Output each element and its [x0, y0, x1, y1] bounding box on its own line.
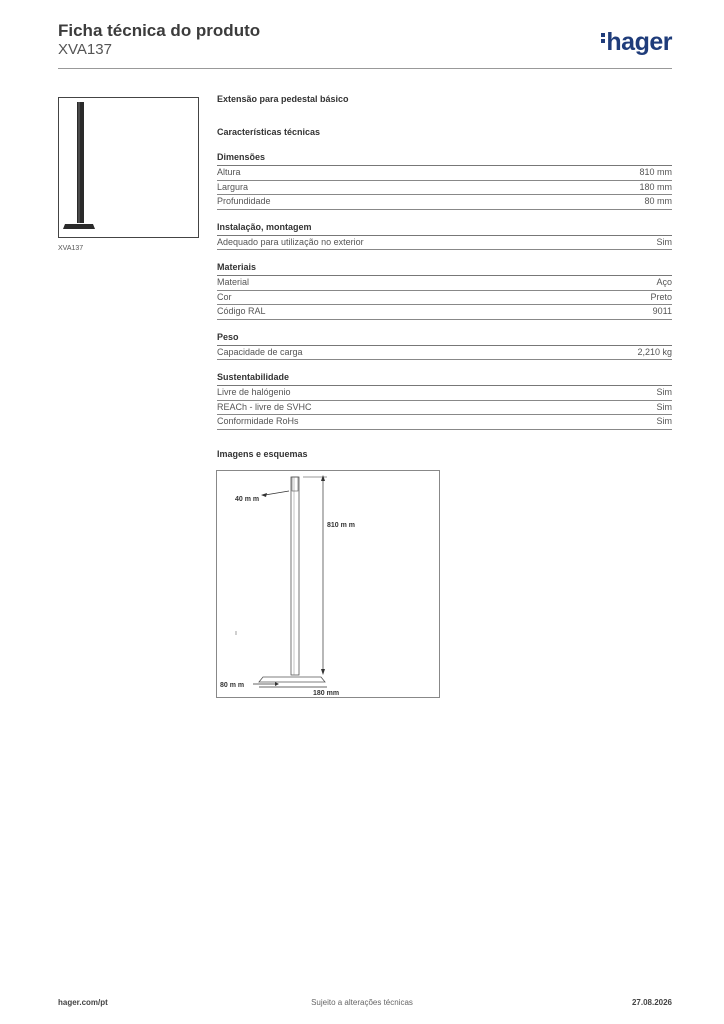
spec-value: 810 mm: [639, 167, 672, 177]
spec-group: [217, 152, 672, 210]
header-divider: [58, 68, 672, 69]
dim-width: 180 mm: [313, 690, 340, 697]
brand-logo: [601, 28, 672, 57]
spec-label: Profundidade: [217, 196, 271, 206]
spec-row: [217, 181, 672, 196]
spec-label: Código RAL: [217, 306, 266, 316]
spec-group: [217, 222, 672, 251]
logo-dot-icon: [601, 33, 605, 37]
spec-group: [217, 262, 672, 320]
dimension-drawing: [217, 471, 439, 697]
spec-label: Adequado para utilização no exterior: [217, 236, 364, 247]
logo-dot-icon: [601, 39, 605, 43]
footer-date: 27.08.2026: [631, 998, 672, 1007]
spec-row: [217, 305, 672, 320]
spec-group-title: Sustentabilidade: [217, 372, 672, 386]
spec-label: Altura: [217, 167, 241, 177]
thumbnail-caption: XVA137: [58, 245, 84, 252]
dim-top-width: 40 m m: [235, 496, 260, 503]
dim-depth: 80 m m: [220, 682, 245, 689]
spec-label: Livre de halógenio: [217, 387, 291, 397]
spec-group-title: Peso: [217, 332, 672, 346]
spec-value: Sim: [656, 416, 672, 426]
spec-row: [217, 166, 672, 181]
spec-group: [217, 372, 672, 430]
spec-label: Material: [217, 277, 250, 287]
product-thumbnail-image: [59, 98, 198, 237]
spec-row: [217, 276, 672, 291]
spec-row: [217, 386, 672, 401]
spec-label: Capacidade de carga: [217, 346, 303, 357]
spec-value: Sim: [656, 236, 672, 247]
spec-row: [217, 415, 672, 430]
spec-value: 9011: [652, 306, 672, 316]
spec-group: [217, 332, 672, 361]
images-title: Imagens e esquemas: [217, 449, 308, 459]
product-thumbnail: [58, 97, 199, 238]
spec-value: Preto: [650, 291, 672, 302]
specs-section-title: Características técnicas: [217, 127, 321, 137]
spec-label: Cor: [217, 291, 232, 302]
spec-group-title: Materiais: [217, 262, 672, 276]
spec-value: 180 mm: [639, 181, 672, 192]
dim-height: 810 m m: [327, 522, 356, 529]
spec-sheet: [217, 94, 672, 442]
dimension-diagram: [216, 470, 440, 698]
product-description: Extensão para pedestal básico: [217, 94, 349, 104]
spec-group-title: Dimensões: [217, 152, 672, 166]
spec-value: 80 mm: [644, 196, 672, 206]
spec-group-title: Instalação, montagem: [217, 222, 672, 236]
footer-note: Sujeito a alterações técnicas: [311, 998, 413, 1007]
spec-value: Sim: [656, 387, 672, 397]
spec-label: Conformidade RoHs: [217, 416, 299, 426]
spec-value: Aço: [656, 277, 672, 287]
spec-groups: [217, 152, 672, 430]
brand-name: hager: [606, 28, 672, 56]
spec-row: [217, 346, 672, 361]
spec-label: Largura: [217, 181, 249, 192]
spec-value: Sim: [656, 401, 672, 412]
footer-website[interactable]: hager.com/pt: [58, 998, 108, 1007]
spec-label: REACh - livre de SVHC: [217, 401, 312, 412]
spec-row: [217, 401, 672, 416]
spec-row: [217, 195, 672, 210]
page-title: Ficha técnica do produto: [58, 21, 261, 40]
spec-row: [217, 236, 672, 251]
product-code: XVA137: [58, 41, 112, 58]
spec-value: 2,210 kg: [637, 346, 672, 357]
spec-row: [217, 291, 672, 306]
